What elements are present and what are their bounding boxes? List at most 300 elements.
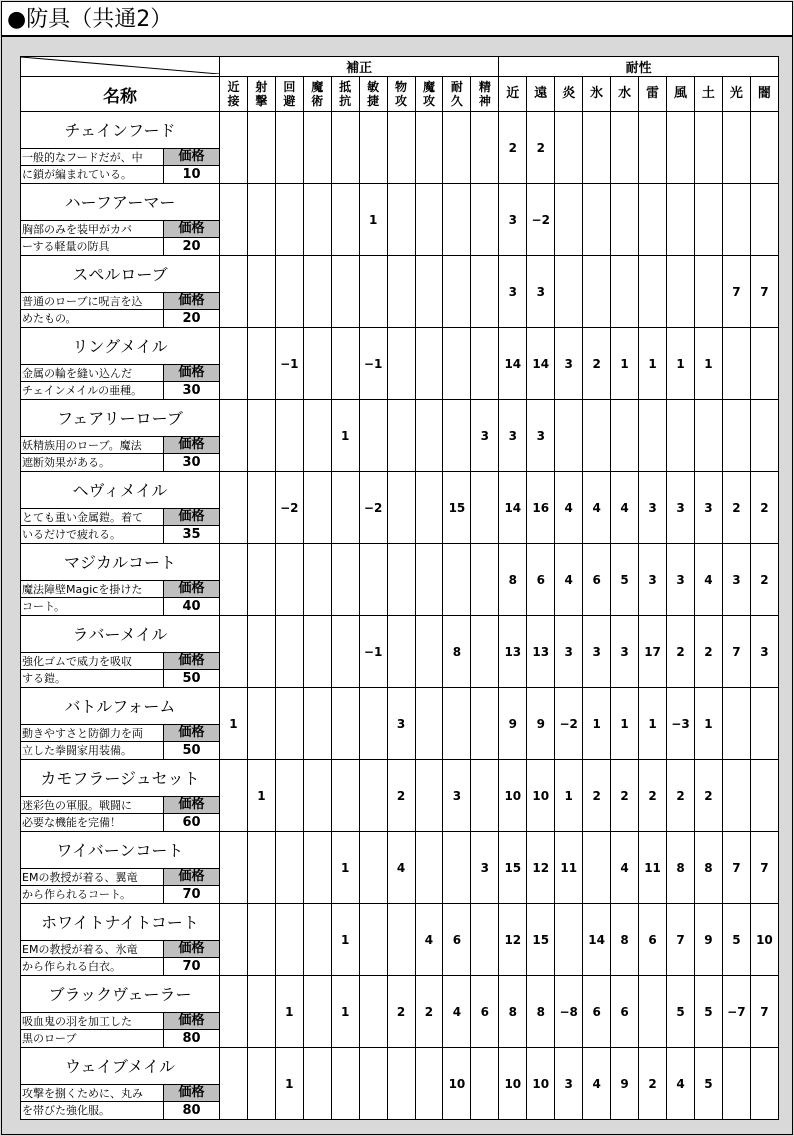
taisei-value xyxy=(694,400,722,472)
taisei-column-header: 氷 xyxy=(583,77,611,112)
taisei-value: 3 xyxy=(694,472,722,544)
taisei-value: 3 xyxy=(555,616,583,688)
hosei-value xyxy=(387,328,415,400)
item-box xyxy=(21,688,219,759)
taisei-value: 2 xyxy=(527,112,555,184)
taisei-column-header: 近 xyxy=(499,77,527,112)
hosei-value xyxy=(415,832,443,904)
taisei-value: 6 xyxy=(639,904,667,976)
hosei-value xyxy=(275,832,303,904)
column-header-char: 魔 xyxy=(311,80,324,94)
description-line: 胸部のみを装甲がカバ xyxy=(21,220,163,238)
price-value: 40 xyxy=(163,597,219,615)
taisei-value: 4 xyxy=(611,472,639,544)
taisei-value: 7 xyxy=(722,832,750,904)
taisei-value: 8 xyxy=(499,976,527,1048)
description-line: 強化ゴムで威力を吸収 xyxy=(21,652,163,670)
description-line: 遮断効果がある。 xyxy=(22,456,110,469)
hosei-column-header xyxy=(359,77,387,112)
hosei-value xyxy=(415,472,443,544)
table-row xyxy=(21,616,779,688)
item-name: ラバーメイル xyxy=(72,625,168,644)
taisei-value: 1 xyxy=(694,688,722,760)
item-cell xyxy=(21,184,220,256)
taisei-value: −7 xyxy=(722,976,750,1048)
hosei-value xyxy=(247,400,275,472)
taisei-value: −2 xyxy=(555,688,583,760)
price-label: 価格 xyxy=(163,796,219,813)
corner-cell xyxy=(21,57,220,77)
price-value: 35 xyxy=(163,525,219,543)
hosei-value: 6 xyxy=(443,904,471,976)
description-divider xyxy=(21,885,163,886)
price-value: 20 xyxy=(163,237,219,255)
taisei-value: 13 xyxy=(499,616,527,688)
hosei-value xyxy=(275,184,303,256)
taisei-value xyxy=(750,400,778,472)
price-label: 価格 xyxy=(163,724,219,741)
hosei-value xyxy=(443,328,471,400)
price-label: 価格 xyxy=(163,580,219,597)
hosei-value xyxy=(247,472,275,544)
header-column-row xyxy=(21,77,779,112)
item-cell xyxy=(21,112,220,184)
taisei-value: 1 xyxy=(611,328,639,400)
item-box xyxy=(21,904,219,975)
taisei-value: 2 xyxy=(722,472,750,544)
hosei-value: 1 xyxy=(220,688,248,760)
description-divider xyxy=(21,165,163,166)
description-line: する鎧。 xyxy=(22,672,66,685)
hosei-value xyxy=(387,472,415,544)
hosei-column-header xyxy=(387,77,415,112)
taisei-value: 13 xyxy=(527,616,555,688)
hosei-value: 10 xyxy=(443,1048,471,1120)
hosei-value: −1 xyxy=(359,328,387,400)
taisei-value: 10 xyxy=(527,760,555,832)
group-header-taisei: 耐性 xyxy=(499,57,779,77)
hosei-value: 3 xyxy=(387,688,415,760)
hosei-value xyxy=(471,328,499,400)
hosei-value xyxy=(220,760,248,832)
taisei-value: 7 xyxy=(750,256,778,328)
item-cell xyxy=(21,544,220,616)
hosei-value: 8 xyxy=(443,616,471,688)
hosei-value xyxy=(275,688,303,760)
item-cell xyxy=(21,328,220,400)
hosei-value: 3 xyxy=(471,400,499,472)
taisei-value: 1 xyxy=(555,760,583,832)
hosei-value xyxy=(387,400,415,472)
taisei-value: 6 xyxy=(611,976,639,1048)
taisei-value xyxy=(611,256,639,328)
taisei-value: 3 xyxy=(499,400,527,472)
hosei-value: 1 xyxy=(331,976,359,1048)
hosei-value xyxy=(331,544,359,616)
hosei-value: 4 xyxy=(415,904,443,976)
table-row xyxy=(21,832,779,904)
hosei-value: 4 xyxy=(443,976,471,1048)
taisei-value: 9 xyxy=(499,688,527,760)
taisei-value xyxy=(750,112,778,184)
item-box xyxy=(21,544,219,615)
price-label: 価格 xyxy=(163,940,219,957)
item-name: フェアリーローブ xyxy=(57,409,183,428)
description-divider xyxy=(21,741,163,742)
description-divider xyxy=(21,669,163,670)
taisei-value xyxy=(667,400,695,472)
hosei-value xyxy=(303,112,331,184)
taisei-value: 8 xyxy=(694,832,722,904)
hosei-value xyxy=(387,544,415,616)
taisei-value: 3 xyxy=(527,400,555,472)
taisei-value: 2 xyxy=(583,760,611,832)
item-name: ホワイトナイトコート xyxy=(41,913,199,932)
item-name: ウェイブメイル xyxy=(65,1057,175,1076)
description-line: を帯びた強化服。 xyxy=(22,1104,110,1117)
item-cell xyxy=(21,256,220,328)
hosei-value: 1 xyxy=(275,976,303,1048)
hosei-value xyxy=(247,616,275,688)
hosei-value xyxy=(275,112,303,184)
hosei-value xyxy=(220,472,248,544)
taisei-value: 12 xyxy=(527,832,555,904)
taisei-value: 14 xyxy=(583,904,611,976)
hosei-value xyxy=(415,328,443,400)
taisei-value xyxy=(722,688,750,760)
taisei-value: 8 xyxy=(527,976,555,1048)
hosei-value xyxy=(303,1048,331,1120)
taisei-value: 1 xyxy=(667,328,695,400)
hosei-value xyxy=(247,904,275,976)
hosei-value xyxy=(359,1048,387,1120)
hosei-value: 3 xyxy=(443,760,471,832)
description-line: 動きやすさと防御力を両 xyxy=(21,724,163,742)
hosei-value: −1 xyxy=(275,328,303,400)
taisei-value: 8 xyxy=(499,544,527,616)
item-name: マジカルコート xyxy=(63,553,176,572)
hosei-value xyxy=(387,1048,415,1120)
item-cell xyxy=(21,1048,220,1120)
taisei-value: 2 xyxy=(750,544,778,616)
taisei-value: 10 xyxy=(527,1048,555,1120)
taisei-value xyxy=(722,184,750,256)
hosei-value xyxy=(331,256,359,328)
taisei-value: 3 xyxy=(499,184,527,256)
taisei-value xyxy=(583,256,611,328)
hosei-value xyxy=(415,112,443,184)
hosei-value xyxy=(247,184,275,256)
hosei-value xyxy=(415,184,443,256)
taisei-value xyxy=(583,184,611,256)
taisei-value xyxy=(555,256,583,328)
hosei-value xyxy=(471,904,499,976)
hosei-value xyxy=(443,688,471,760)
hosei-value xyxy=(359,112,387,184)
column-header-char: 魔 xyxy=(422,80,435,94)
taisei-value: 3 xyxy=(667,472,695,544)
price-label: 価格 xyxy=(163,436,219,453)
item-box xyxy=(21,400,219,471)
description-line: 妖精族用のローブ。魔法 xyxy=(21,436,163,454)
price-label: 価格 xyxy=(163,1084,219,1101)
taisei-value: 9 xyxy=(694,904,722,976)
taisei-value xyxy=(722,1048,750,1120)
column-header-char: 抗 xyxy=(339,94,352,108)
hosei-value xyxy=(303,544,331,616)
taisei-value: 6 xyxy=(583,976,611,1048)
taisei-value: 7 xyxy=(750,976,778,1048)
item-box xyxy=(21,328,219,399)
taisei-value: 8 xyxy=(611,904,639,976)
price-value: 80 xyxy=(163,1029,219,1047)
taisei-value xyxy=(750,328,778,400)
column-header-char: 神 xyxy=(478,94,491,108)
hosei-value xyxy=(387,112,415,184)
taisei-value: 2 xyxy=(667,616,695,688)
group-header-hosei: 補正 xyxy=(220,57,499,77)
item-name: スペルローブ xyxy=(72,265,168,284)
taisei-value: 1 xyxy=(639,328,667,400)
hosei-value xyxy=(220,328,248,400)
description-divider xyxy=(21,957,163,958)
taisei-value xyxy=(722,328,750,400)
hosei-value xyxy=(220,544,248,616)
hosei-value: −2 xyxy=(275,472,303,544)
column-header-char: 捷 xyxy=(367,94,380,108)
taisei-value: 3 xyxy=(555,1048,583,1120)
hosei-value: 2 xyxy=(387,976,415,1048)
taisei-value: 1 xyxy=(639,688,667,760)
hosei-value xyxy=(415,1048,443,1120)
description-line: チェインメイルの亜種。 xyxy=(22,384,143,397)
hosei-value xyxy=(471,1048,499,1120)
header-group-row xyxy=(21,57,779,77)
taisei-value xyxy=(611,112,639,184)
taisei-column-header: 水 xyxy=(611,77,639,112)
price-value: 70 xyxy=(163,885,219,903)
taisei-value xyxy=(722,760,750,832)
price-label: 価格 xyxy=(163,652,219,669)
hosei-value xyxy=(331,760,359,832)
description-divider xyxy=(21,309,163,310)
item-name: カモフラージュセット xyxy=(40,769,200,788)
price-value: 10 xyxy=(163,165,219,183)
taisei-value: 7 xyxy=(722,256,750,328)
hosei-value: 3 xyxy=(471,832,499,904)
description-divider xyxy=(21,597,163,598)
description-line: とても重い金属鎧。着て xyxy=(21,508,163,526)
price-value: 30 xyxy=(163,453,219,471)
taisei-value xyxy=(583,832,611,904)
description-divider xyxy=(21,381,163,382)
taisei-value xyxy=(722,112,750,184)
hosei-value xyxy=(220,256,248,328)
hosei-value xyxy=(220,976,248,1048)
description-line: いるだけで疲れる。 xyxy=(22,528,121,541)
column-header-char: 回 xyxy=(283,80,296,94)
taisei-value: 8 xyxy=(667,832,695,904)
hosei-value xyxy=(331,472,359,544)
price-value: 50 xyxy=(163,741,219,759)
hosei-column-header xyxy=(303,77,331,112)
taisei-value: 1 xyxy=(583,688,611,760)
taisei-value: 9 xyxy=(611,1048,639,1120)
taisei-value xyxy=(583,112,611,184)
column-header-char: 耐 xyxy=(450,80,463,94)
column-header-char: 避 xyxy=(283,94,296,108)
taisei-value: 4 xyxy=(694,544,722,616)
hosei-value xyxy=(443,184,471,256)
taisei-value: 10 xyxy=(499,1048,527,1120)
price-label: 価格 xyxy=(163,868,219,885)
hosei-value xyxy=(359,832,387,904)
table-row xyxy=(21,184,779,256)
taisei-value: 10 xyxy=(750,904,778,976)
price-label: 価格 xyxy=(163,1012,219,1029)
hosei-value xyxy=(443,832,471,904)
hosei-value xyxy=(275,256,303,328)
hosei-value xyxy=(247,256,275,328)
taisei-value: 11 xyxy=(555,832,583,904)
hosei-value xyxy=(415,256,443,328)
table-row xyxy=(21,760,779,832)
taisei-value: 12 xyxy=(499,904,527,976)
table-row xyxy=(21,400,779,472)
description-line: 必要な機能を完備！ xyxy=(22,816,121,829)
taisei-value: 3 xyxy=(639,472,667,544)
taisei-value: 15 xyxy=(499,832,527,904)
hosei-value xyxy=(247,112,275,184)
hosei-value: 1 xyxy=(359,184,387,256)
table-row xyxy=(21,688,779,760)
hosei-value xyxy=(331,184,359,256)
column-header-char: 精 xyxy=(478,80,491,94)
taisei-value xyxy=(750,688,778,760)
item-box xyxy=(21,976,219,1047)
taisei-value xyxy=(639,112,667,184)
hosei-value xyxy=(303,400,331,472)
taisei-value: 10 xyxy=(499,760,527,832)
hosei-value xyxy=(359,256,387,328)
description-line: EMの教授が着る、氷竜 xyxy=(21,940,163,958)
taisei-value: 3 xyxy=(611,616,639,688)
price-value: 60 xyxy=(163,813,219,831)
item-box xyxy=(21,256,219,327)
taisei-value: 16 xyxy=(527,472,555,544)
taisei-value: 3 xyxy=(527,256,555,328)
taisei-value: 2 xyxy=(583,328,611,400)
hosei-value xyxy=(275,904,303,976)
item-cell xyxy=(21,976,220,1048)
taisei-value: 4 xyxy=(555,472,583,544)
taisei-value: 15 xyxy=(527,904,555,976)
price-label: 価格 xyxy=(163,220,219,237)
hosei-value xyxy=(415,544,443,616)
taisei-value: 3 xyxy=(639,544,667,616)
taisei-value: 3 xyxy=(667,544,695,616)
hosei-value xyxy=(359,400,387,472)
hosei-value xyxy=(415,688,443,760)
item-box xyxy=(21,832,219,903)
taisei-value: 17 xyxy=(639,616,667,688)
taisei-value xyxy=(611,400,639,472)
description-line: EMの教授が着る、翼竜 xyxy=(21,868,163,886)
taisei-value xyxy=(667,256,695,328)
item-box xyxy=(21,184,219,255)
hosei-value xyxy=(471,256,499,328)
hosei-value: 2 xyxy=(387,760,415,832)
price-label: 価格 xyxy=(163,508,219,525)
taisei-value: 7 xyxy=(750,832,778,904)
hosei-value xyxy=(471,688,499,760)
description-divider xyxy=(21,813,163,814)
table-row xyxy=(21,1048,779,1120)
hosei-value xyxy=(359,544,387,616)
item-name: チェインフード xyxy=(64,121,176,140)
taisei-value: 7 xyxy=(667,904,695,976)
taisei-value: 7 xyxy=(722,616,750,688)
item-name: ワイバーンコート xyxy=(56,841,184,860)
item-box xyxy=(21,1048,219,1119)
price-value: 70 xyxy=(163,957,219,975)
taisei-column-header: 土 xyxy=(694,77,722,112)
taisei-value: 14 xyxy=(527,328,555,400)
hosei-value: 1 xyxy=(275,1048,303,1120)
taisei-value: 5 xyxy=(722,904,750,976)
description-line: 普通のローブに呪言を込 xyxy=(21,292,163,310)
hosei-column-header xyxy=(443,77,471,112)
hosei-column-header xyxy=(331,77,359,112)
taisei-value: 3 xyxy=(750,616,778,688)
column-header-char: 射 xyxy=(255,80,268,94)
column-header-char: 術 xyxy=(311,94,324,108)
table-row xyxy=(21,904,779,976)
taisei-value: 6 xyxy=(583,544,611,616)
column-header-char: 撃 xyxy=(255,94,268,108)
taisei-value xyxy=(694,112,722,184)
hosei-value xyxy=(220,1048,248,1120)
item-cell xyxy=(21,904,220,976)
taisei-value xyxy=(750,760,778,832)
taisei-value: 9 xyxy=(527,688,555,760)
hosei-column-header xyxy=(220,77,248,112)
taisei-value: 2 xyxy=(750,472,778,544)
taisei-value: −2 xyxy=(527,184,555,256)
taisei-value: 4 xyxy=(555,544,583,616)
taisei-value: 5 xyxy=(667,976,695,1048)
item-name: ハーフアーマー xyxy=(64,193,176,212)
description-line: から作られる白衣。 xyxy=(22,960,121,973)
name-column-header: 名称 xyxy=(21,77,220,112)
column-header-char: 敏 xyxy=(367,80,380,94)
description-divider xyxy=(21,1101,163,1102)
description-line: 立した拳闘家用装備。 xyxy=(22,744,132,757)
price-label: 価格 xyxy=(163,292,219,309)
hosei-value: 6 xyxy=(471,976,499,1048)
hosei-value xyxy=(275,616,303,688)
hosei-column-header xyxy=(471,77,499,112)
taisei-value: −8 xyxy=(555,976,583,1048)
diagonal-line-icon xyxy=(21,57,219,74)
hosei-value: 2 xyxy=(415,976,443,1048)
taisei-value xyxy=(694,256,722,328)
hosei-value xyxy=(471,760,499,832)
taisei-value: 3 xyxy=(555,328,583,400)
taisei-value: 3 xyxy=(722,544,750,616)
taisei-value: 2 xyxy=(694,760,722,832)
hosei-value: 1 xyxy=(331,400,359,472)
